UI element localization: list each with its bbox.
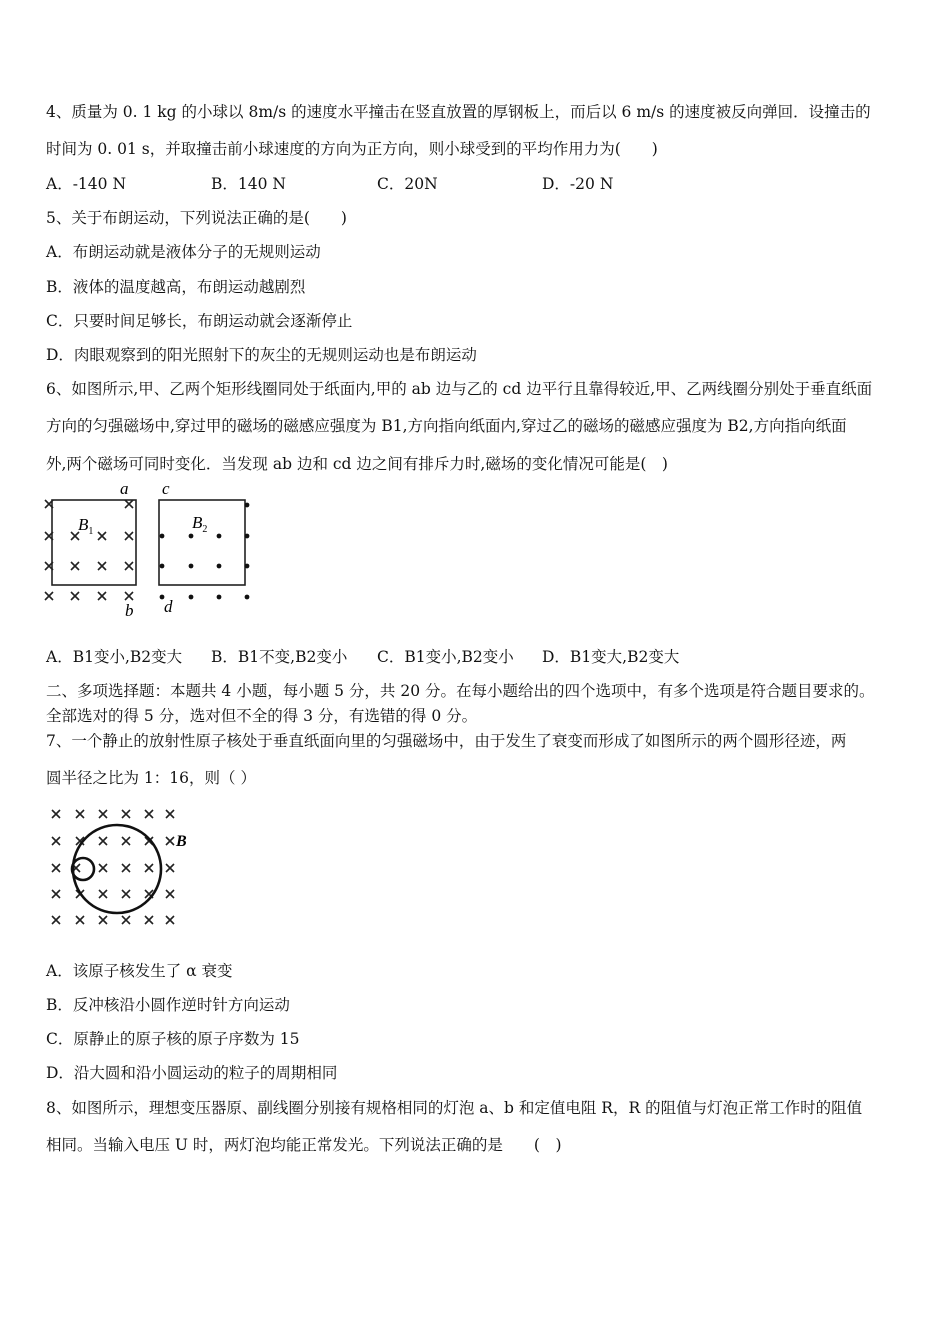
q5-option-b: B．液体的温度越高，布朗运动越剧烈 [46, 278, 306, 296]
q4-stem-line2: 时间为 0. 01 s，并取撞击前小球速度的方向为正方向，则小球受到的平均作用力为( ) [46, 140, 658, 158]
q7-tracks-figure [44, 800, 194, 930]
q7-option-b: B．反冲核沿小圆作逆时针方向运动 [46, 996, 290, 1014]
coil-jia [52, 500, 136, 585]
q6-option-a: A．B1变小,B2变大 [46, 648, 183, 666]
q4-option-d: D．-20 N [542, 175, 614, 193]
label-c: c [162, 479, 170, 498]
label-d: d [164, 597, 173, 616]
q5-option-c: C．只要时间足够长，布朗运动就会逐渐停止 [46, 312, 353, 330]
q5-stem: 5、关于布朗运动，下列说法正确的是( ) [46, 209, 347, 227]
section2-header-line1: 二、多项选择题：本题共 4 小题，每小题 5 分，共 20 分。在每小题给出的四个选项中，有多个选项是符合题目要求的。 [46, 682, 875, 700]
q7-stem-line2: 圆半径之比为 1：16，则（ ） [46, 769, 256, 787]
q7-option-c: C．原静止的原子核的原子序数为 15 [46, 1030, 300, 1048]
q4-option-c: C．20N [377, 175, 438, 193]
label-field-b: B [176, 833, 187, 850]
q5-option-a: A．布朗运动就是液体分子的无规则运动 [46, 243, 321, 261]
label-a: a [120, 479, 129, 498]
q7-option-d: D．沿大圆和沿小圆运动的粒子的周期相同 [46, 1064, 338, 1082]
label-b: b [125, 601, 134, 620]
q7-option-a: A．该原子核发生了 α 衰变 [46, 962, 233, 980]
q5-option-d: D．肉眼观察到的阳光照射下的灰尘的无规则运动也是布朗运动 [46, 346, 477, 364]
q6-option-c: C．B1变小,B2变小 [377, 648, 514, 666]
cross-marks-field [52, 810, 174, 924]
label-b2: $B_2$ [192, 513, 208, 535]
q4-option-a: A．-140 N [46, 175, 127, 193]
q4-stem-line1: 4、质量为 0. 1 kg 的小球以 8m/s 的速度水平撞击在竖直放置的厚钢板上，而后以 6 m/s 的速度被反向弹回．设撞击的 [46, 103, 871, 121]
section2-header-line2: 全部选对的得 5 分，选对但不全的得 3 分，有选错的得 0 分。 [46, 707, 478, 725]
label-b1: $B_1$ [78, 515, 94, 537]
q6-stem-line2: 方向的匀强磁场中,穿过甲的磁场的磁感应强度为 B1,方向指向纸面内,穿过乙的磁场的磁感应强度为 B2,方向指向纸面 [46, 417, 847, 435]
q4-option-b: B．140 N [211, 175, 286, 193]
q6-coils-figure [38, 478, 258, 620]
q7-stem-line1: 7、一个静止的放射性原子核处于垂直纸面向里的匀强磁场中，由于发生了衰变而形成了如图所示的两个圆形径迹，两 [46, 732, 847, 750]
q6-option-d: D．B1变大,B2变大 [542, 648, 680, 666]
q6-stem-line3: 外,两个磁场可同时变化．当发现 ab 边和 cd 边之间有排斥力时,磁场的变化情况可能是( ) [46, 455, 668, 473]
q8-stem-line1: 8、如图所示，理想变压器原、副线圈分别接有规格相同的灯泡 a、b 和定值电阻 R，R 的阻值与灯泡正常工作时的阻值 [46, 1099, 863, 1117]
q6-option-b: B．B1不变,B2变小 [211, 648, 348, 666]
q8-stem-line2: 相同。当输入电压 U 时，两灯泡均能正常发光。下列说法正确的是 ( ) [46, 1136, 562, 1154]
q6-stem-line1: 6、如图所示,甲、乙两个矩形线圈同处于纸面内,甲的 ab 边与乙的 cd 边平行且靠得较近,甲、乙两线圈分别处于垂直纸面 [46, 380, 873, 398]
